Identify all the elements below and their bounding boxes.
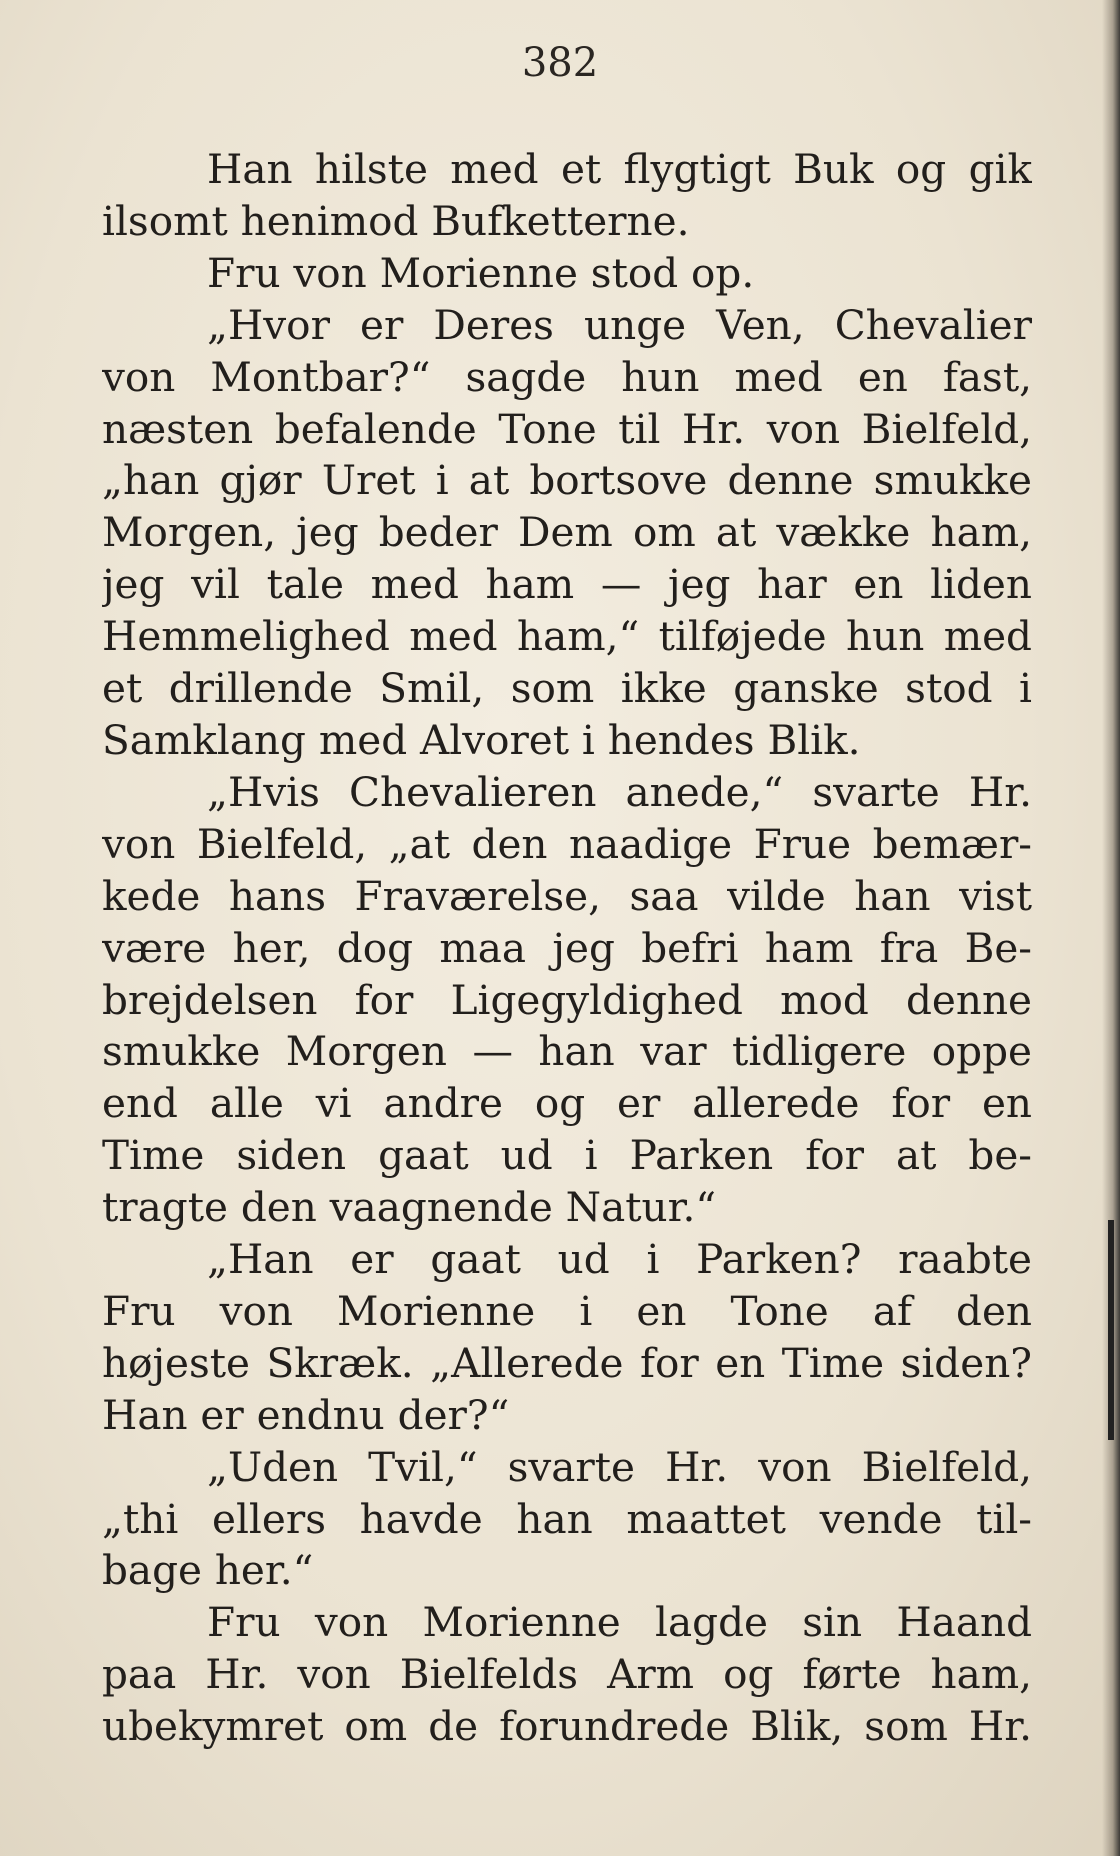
- text-line: Fru von Morienne lagde sin Haand: [207, 1598, 1032, 1647]
- text-line: jeg vil tale med ham — jeg har en liden: [102, 560, 1032, 609]
- page-edge-mark: [1108, 1220, 1114, 1440]
- text-line: tragte den vaagnende Natur.“: [102, 1183, 717, 1232]
- text-line: smukke Morgen — han var tidligere oppe: [102, 1027, 1032, 1076]
- text-line: være her, dog maa jeg befri ham fra Be-: [102, 923, 1032, 972]
- text-line: Han er endnu der?“: [102, 1390, 510, 1439]
- text-line: bage her.“: [102, 1546, 314, 1595]
- text-line: Fru von Morienne stod op.: [207, 248, 755, 297]
- page-edge-shadow: [1102, 0, 1120, 1856]
- text-line: Morgen, jeg beder Dem om at vække ham,: [102, 508, 1032, 557]
- text-line: von Montbar?“ sagde hun med en fast,: [102, 352, 1032, 401]
- text-line: von Bielfeld, „at den naadige Frue bemær-: [102, 819, 1032, 868]
- text-line: Han hilste med et flygtigt Buk og gik: [207, 145, 1032, 193]
- text-line: kede hans Fraværelse, saa vilde han vist: [102, 871, 1032, 920]
- text-line: Fru von Morienne i en Tone af den: [102, 1286, 1032, 1335]
- body-text: [102, 144, 1032, 1753]
- text-line: „Hvis Chevalieren anede,“ svarte Hr.: [207, 767, 1032, 816]
- text-line: højeste Skræk. „Allerede for en Time siden?: [102, 1338, 1032, 1387]
- page-number: 382: [521, 40, 599, 86]
- text-line: end alle vi andre og er allerede for en: [102, 1079, 1032, 1128]
- text-line: Hemmelighed med ham,“ tilføjede hun med: [102, 612, 1032, 661]
- text-line: paa Hr. von Bielfelds Arm og førte ham,: [102, 1650, 1032, 1699]
- text-line: „han gjør Uret i at bortsove denne smukke: [102, 456, 1032, 505]
- text-line: brejdelsen for Ligegyldighed mod denne: [102, 975, 1032, 1024]
- text-line: Time siden gaat ud i Parken for at be-: [102, 1131, 1032, 1180]
- text-line: et drillende Smil, som ikke ganske stod i: [102, 664, 1032, 713]
- text-line: ubekymret om de forundrede Blik, som Hr.: [102, 1702, 1032, 1751]
- text-line: „Uden Tvil,“ svarte Hr. von Bielfeld,: [207, 1442, 1032, 1491]
- text-line: ilsomt henimod Bufketterne.: [102, 196, 690, 245]
- text-line: „Hvor er Deres unge Ven, Chevalier: [207, 300, 1032, 349]
- text-line: „Han er gaat ud i Parken? raabte: [207, 1235, 1032, 1284]
- text-line: Samklang med Alvoret i hendes Blik.: [102, 715, 861, 764]
- text-line: næsten befalende Tone til Hr. von Bielfeld,: [102, 404, 1032, 453]
- text-line: „thi ellers havde han maattet vende til-: [102, 1494, 1032, 1543]
